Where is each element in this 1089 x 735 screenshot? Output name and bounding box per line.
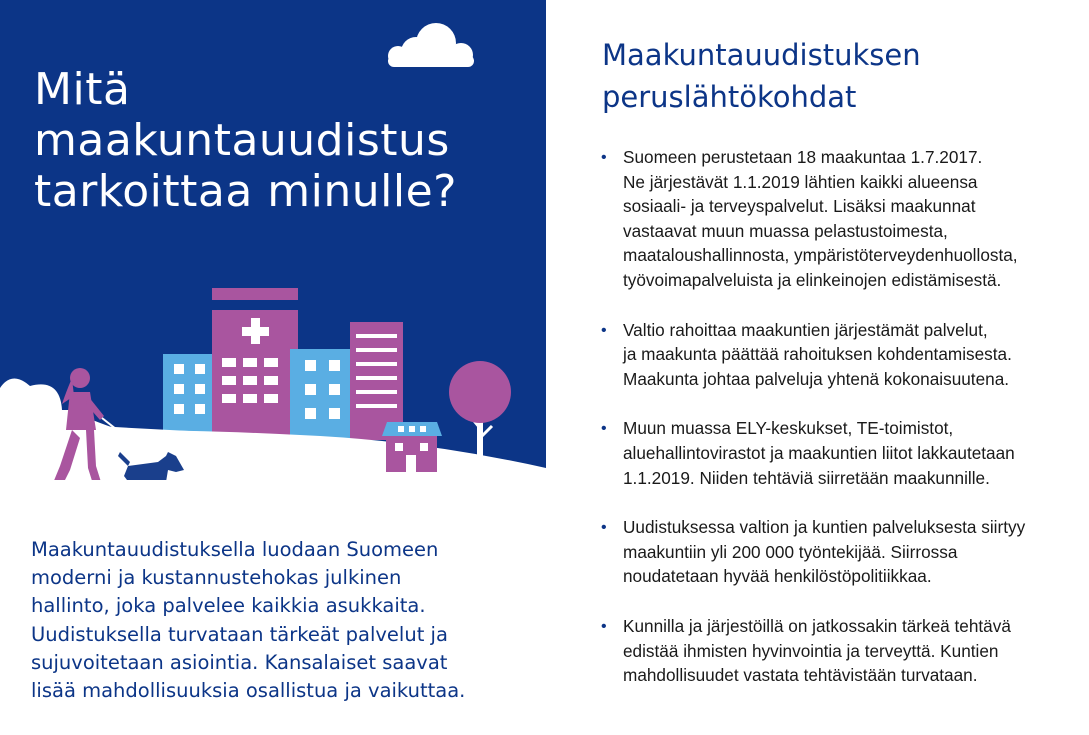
list-item [600, 145, 1070, 293]
bullet-icon: • [601, 519, 607, 537]
list-item-text: Kunnilla ja järjestöillä on jatkossakin tärkeä tehtävä edistää ihmisten hyvinvointia ja terveyttä. Kuntien mahdollisuudet vastata tehtävistään turvataan. [623, 615, 1011, 686]
cloud-icon [388, 23, 474, 67]
hospital-icon [163, 288, 403, 440]
house-icon [382, 422, 442, 472]
bullet-icon: • [601, 321, 607, 339]
hero-title: Mitä maakuntauudistus tarkoittaa minulle? [34, 64, 458, 217]
bullet-icon: • [601, 149, 607, 166]
list-item [600, 614, 1070, 688]
list-item-text: Suomeen perustetaan 18 maakuntaa 1.7.2017. Ne järjestävät 1.1.2019 lähtien kaikki alueensa sosiaali- ja terveyspalvelut. Lisäksi maakunnat vastaavat muun muassa pelastustoimesta, maataloushallinnosta, ympäristöterveydenhuollosta, työvoimapalveluista ja elinkeinojen edistämisestä. [623, 147, 1018, 290]
list-item-text: Valtio rahoittaa maakuntien järjestämät palvelut, ja maakunta päättää rahoituksen kohdentamisesta. Maakunta johtaa palveluja yhtenä kokonaisuutena. [623, 319, 1012, 389]
list-item [600, 416, 1070, 490]
list-item [600, 318, 1070, 392]
bullet-list [600, 145, 1070, 688]
list-item-text: Muun muassa ELY-keskukset, TE-toimistot, aluehallintovirastot ja maakuntien liitot lakkautetaan 1.1.2019. Niiden tehtäviä siirretään maakunnille. [623, 418, 1015, 488]
bullet-icon: • [601, 617, 607, 635]
hero-panel [0, 0, 546, 480]
lead-paragraph: Maakuntauudistuksella luodaan Suomeen moderni ja kustannustehokas julkinen hallinto, joka palvelee kaikkia asukkaita. Uudistuksella turvataan tärkeät palvelut ja sujuvoitetaan asiointia. Kansalaiset saavat lisää mahdollisuuksia osallistua ja vaikuttaa. [31, 538, 466, 703]
list-item-text: Uudistuksessa valtion ja kuntien palveluksesta siirtyy maakuntiin yli 200 000 työntekijää. Siirrossa noudatetaan hyvää henkilöstöpolitiikkaa. [623, 517, 1026, 587]
section-title: Maakuntauudistuksen peruslähtökohdat [602, 38, 921, 114]
list-item [600, 515, 1070, 589]
bullet-icon: • [601, 420, 607, 438]
